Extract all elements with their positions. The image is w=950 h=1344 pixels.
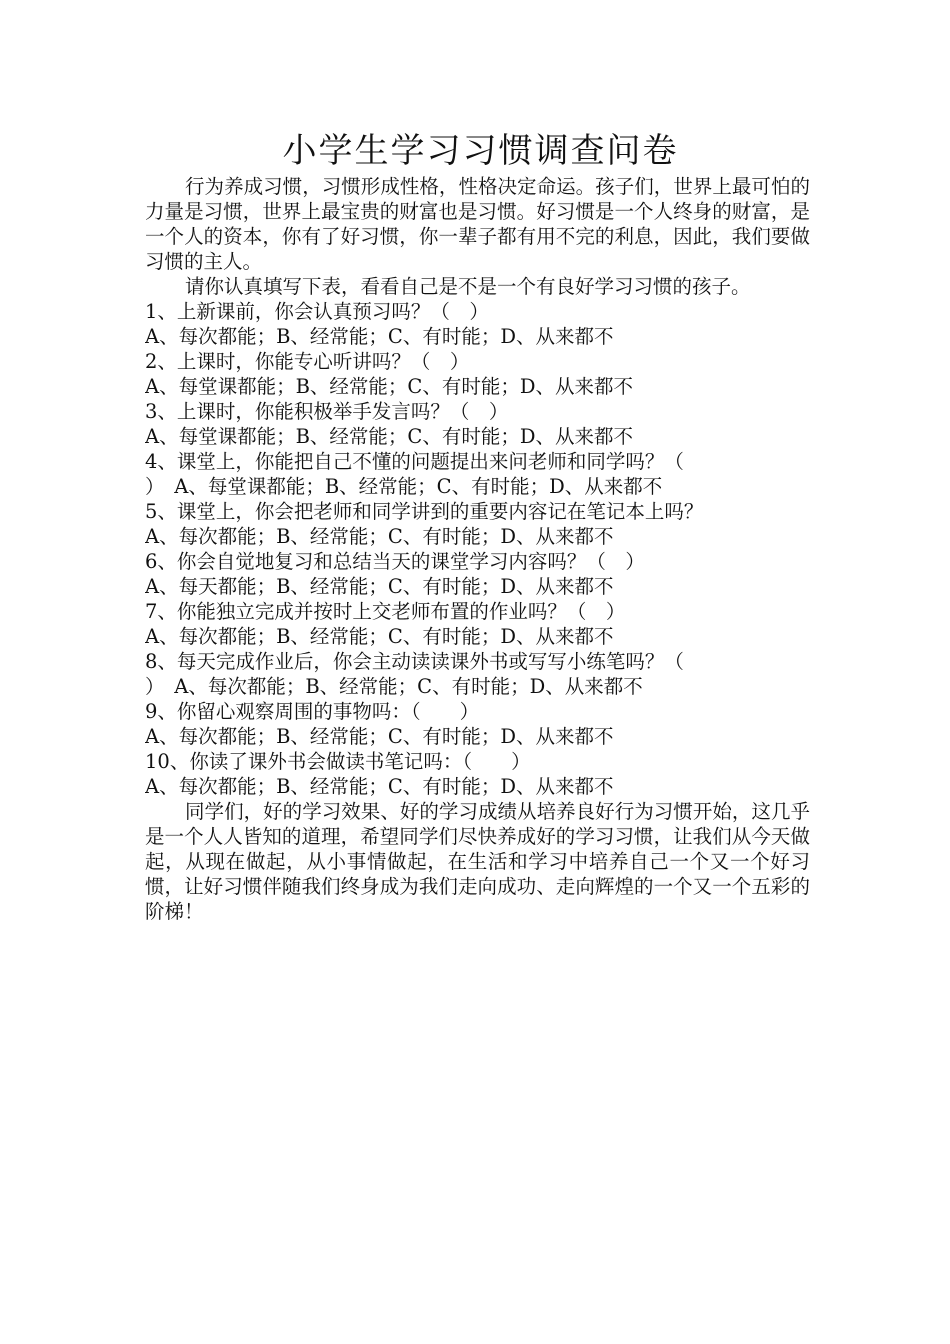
question-6: 6、你会自觉地复习和总结当天的课堂学习内容吗？（ ）	[145, 550, 645, 573]
options-9: A、每次都能；B、经常能；C、有时能；D、从来都不	[145, 725, 614, 748]
question-3: 3、上课时，你能积极举手发言吗？（ ）	[145, 400, 509, 423]
intro-paragraph: 行为养成习惯，习惯形成性格，性格决定命运。孩子们，世界上最可怕的力量是习惯，世界上最宝贵的财富也是习惯。好习惯是一个人终身的财富，是一个人的资本，你有了好习惯，你一辈子都有用不完的利息，因此，我们要做习惯的主人。	[145, 175, 810, 273]
question-4: 4、课堂上，你能把自己不懂的问题提出来问老师和同学吗？（	[145, 450, 684, 473]
options-6: A、每天都能；B、经常能；C、有时能；D、从来都不	[145, 575, 614, 598]
question-2: 2、上课时，你能专心听讲吗？（ ）	[145, 350, 470, 373]
closing-paragraph: 同学们，好的学习效果、好的学习成绩从培养良好行为习惯开始，这几乎是一个人人皆知的道理，希望同学们尽快养成好的学习习惯，让我们从今天做起，从现在做起，从小事情做起，在生活和学习中培养自己一个又一个好习惯，让好习惯伴随我们终身成为我们走向成功、走向辉煌的一个又一个五彩的阶梯！	[145, 800, 810, 923]
options-10: A、每次都能；B、经常能；C、有时能；D、从来都不	[145, 775, 614, 798]
question-1: 1、上新课前，你会认真预习吗？（ ）	[145, 300, 489, 323]
document-content	[145, 128, 810, 924]
options-5: A、每次都能；B、经常能；C、有时能；D、从来都不	[145, 525, 614, 548]
question-9: 9、你留心观察周围的事物吗：（ ）	[145, 700, 480, 723]
page-title: 小学生学习习惯调查问卷	[282, 131, 679, 171]
options-8: ） A、每次都能；B、经常能；C、有时能；D、从来都不	[145, 675, 643, 698]
instruction-paragraph: 请你认真填写下表，看看自己是不是一个有良好学习习惯的孩子。	[185, 275, 751, 298]
options-3: A、每堂课都能；B、经常能；C、有时能；D、从来都不	[145, 425, 633, 448]
question-8: 8、每天完成作业后，你会主动读读课外书或写写小练笔吗？（	[145, 650, 684, 673]
question-10: 10、你读了课外书会做读书笔记吗：（ ）	[145, 750, 531, 773]
options-1: A、每次都能；B、经常能；C、有时能；D、从来都不	[145, 325, 614, 348]
question-5: 5、课堂上，你会把老师和同学讲到的重要内容记在笔记本上吗？	[145, 500, 704, 523]
options-2: A、每堂课都能；B、经常能；C、有时能；D、从来都不	[145, 375, 633, 398]
question-7: 7、你能独立完成并按时上交老师布置的作业吗？（ ）	[145, 600, 626, 623]
options-4: ） A、每堂课都能；B、经常能；C、有时能；D、从来都不	[145, 475, 663, 498]
options-7: A、每次都能；B、经常能；C、有时能；D、从来都不	[145, 625, 614, 648]
